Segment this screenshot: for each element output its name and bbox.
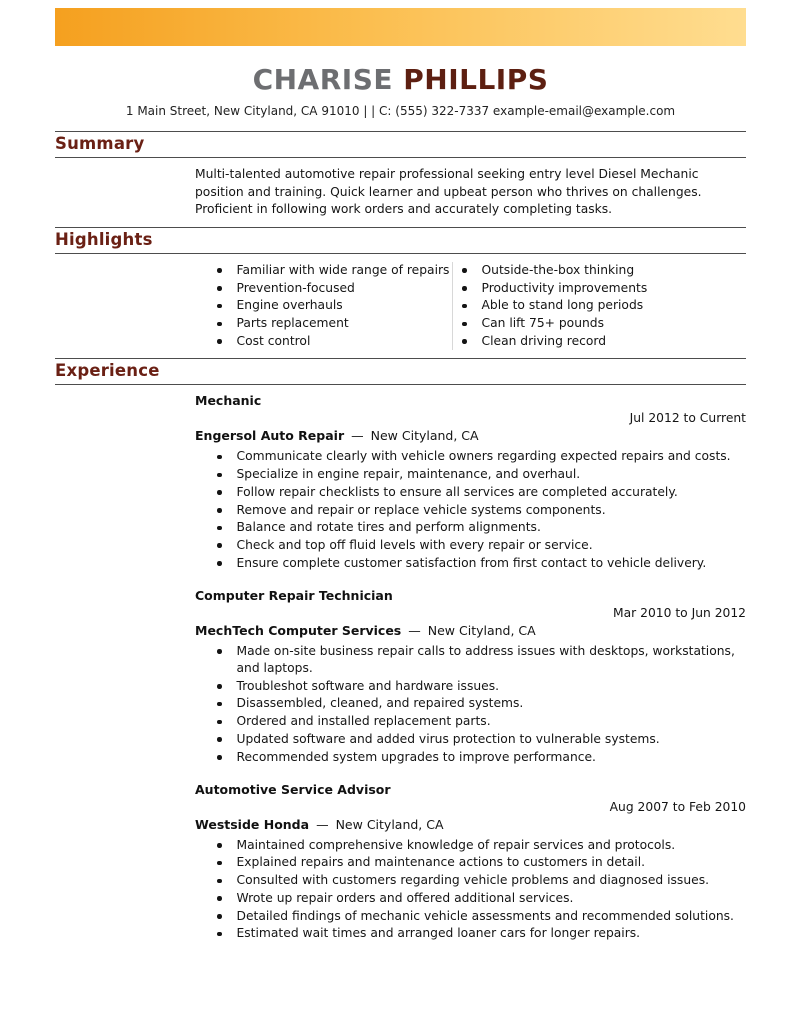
job-employer-line (195, 817, 746, 832)
job-entry-computer-repair-technician (195, 588, 746, 766)
highlight-item (195, 262, 452, 279)
job-duty-item (195, 854, 746, 871)
job-duty-item (195, 643, 746, 677)
bullet-icon (217, 490, 222, 495)
highlight-item (195, 333, 452, 350)
job-duty-text: Check and top off fluid levels with every repair or service. (236, 537, 593, 552)
candidate-first-name: CHARISE (252, 63, 393, 96)
job-duty-item (195, 908, 746, 925)
bullet-icon (217, 561, 222, 566)
bullet-icon (462, 304, 467, 309)
highlight-item (453, 280, 746, 297)
job-employer: Westside Honda (195, 816, 310, 832)
job-duty-item (195, 837, 746, 854)
bullet-icon (217, 843, 222, 848)
highlight-text: Can lift 75+ pounds (481, 316, 604, 331)
highlight-item (453, 315, 746, 332)
job-duty-text: Made on-site business repair calls to address issues with desktops, workstations, and laptops. (236, 643, 735, 676)
bullet-icon (462, 286, 467, 291)
job-duty-text: Follow repair checklists to ensure all services are completed accurately. (236, 484, 678, 499)
highlight-text: Familiar with wide range of repairs (236, 262, 450, 277)
contact-line: 1 Main Street, New Cityland, CA 91010 | | C: (555) 322-7337 example-email@example.com (125, 104, 676, 119)
job-duty-item (195, 555, 746, 572)
job-dates: Mar 2010 to Jun 2012 (613, 605, 746, 620)
bullet-icon (217, 861, 222, 866)
bullet-icon (462, 339, 467, 344)
job-duty-item (195, 484, 746, 501)
highlight-item (195, 280, 452, 297)
bullet-icon (217, 720, 222, 725)
job-duty-text: Troubleshot software and hardware issues. (236, 678, 500, 693)
job-location: New Cityland, CA (427, 622, 536, 638)
bullet-icon (217, 508, 222, 513)
bullet-icon (462, 268, 467, 273)
job-location: New Cityland, CA (335, 816, 444, 832)
bullet-icon (217, 322, 222, 327)
highlight-item (453, 333, 746, 350)
summary-body (55, 158, 746, 219)
highlights-heading: Highlights (55, 227, 746, 254)
bullet-icon (462, 322, 467, 327)
employer-location-separator: — (316, 816, 329, 832)
bullet-icon (217, 879, 222, 884)
section-highlights (55, 227, 746, 351)
employer-location-separator: — (351, 428, 364, 444)
job-duty-list (195, 643, 746, 766)
bullet-icon (217, 649, 222, 654)
bullet-icon (217, 932, 222, 937)
highlight-text: Prevention-focused (236, 280, 355, 295)
highlights-column-left (195, 262, 452, 351)
highlights-body (55, 254, 746, 351)
job-duty-text: Ordered and installed replacement parts. (236, 714, 491, 729)
bullet-icon (217, 526, 222, 531)
highlight-text: Clean driving record (481, 333, 607, 348)
job-duty-list (195, 448, 746, 571)
job-duty-text: Disassembled, cleaned, and repaired systems. (236, 696, 524, 711)
highlight-text: Cost control (236, 333, 311, 348)
bullet-icon (217, 737, 222, 742)
job-duty-item (195, 502, 746, 519)
bullet-icon (217, 473, 222, 478)
bullet-icon (217, 896, 222, 901)
section-experience (55, 358, 746, 942)
job-duty-item (195, 448, 746, 465)
job-title: Computer Repair Technician (195, 587, 393, 603)
job-employer: Engersol Auto Repair (195, 428, 345, 444)
job-duty-text: Remove and repair or replace vehicle systems components. (236, 502, 606, 517)
bullet-icon (217, 286, 222, 291)
highlight-text: Outside-the-box thinking (481, 262, 635, 277)
job-duty-item (195, 713, 746, 730)
job-duty-text: Balance and rotate tires and perform alignments. (236, 520, 541, 535)
job-employer-line (195, 428, 746, 443)
job-duty-item (195, 466, 746, 483)
employer-location-separator: — (408, 622, 421, 638)
highlight-item (453, 297, 746, 314)
candidate-last-name: PHILLIPS (403, 63, 549, 96)
job-employer-line (195, 623, 746, 638)
bullet-icon (217, 914, 222, 919)
highlight-text: Engine overhauls (236, 298, 343, 313)
job-duty-text: Specialize in engine repair, maintenance, and overhaul. (236, 467, 581, 482)
section-summary (55, 131, 746, 219)
job-duty-text: Updated software and added virus protection to vulnerable systems. (236, 731, 660, 746)
header-banner (55, 8, 746, 46)
job-duty-item (195, 537, 746, 554)
job-duty-item (195, 678, 746, 695)
job-duty-text: Detailed findings of mechanic vehicle assessments and recommended solutions. (236, 908, 734, 923)
job-entry-mechanic (195, 393, 746, 571)
highlight-item (195, 315, 452, 332)
highlight-text: Able to stand long periods (481, 298, 644, 313)
bullet-icon (217, 543, 222, 548)
job-dates: Jul 2012 to Current (629, 411, 746, 426)
job-duty-text: Communicate clearly with vehicle owners regarding expected repairs and costs. (236, 449, 731, 464)
job-duty-text: Estimated wait times and arranged loaner cars for longer repairs. (236, 926, 641, 941)
highlights-columns (195, 262, 746, 351)
job-duty-list (195, 837, 746, 943)
job-location: New Cityland, CA (370, 428, 479, 444)
job-duty-item (195, 925, 746, 942)
job-duty-item (195, 731, 746, 748)
resume-header (55, 64, 746, 118)
highlight-item (453, 262, 746, 279)
job-entry-automotive-service-advisor (195, 782, 746, 943)
bullet-icon (217, 684, 222, 689)
job-duty-item (195, 749, 746, 766)
highlight-text: Productivity improvements (481, 280, 648, 295)
experience-body (55, 385, 746, 942)
job-duty-item (195, 695, 746, 712)
job-title: Mechanic (195, 393, 262, 409)
job-duty-text: Recommended system upgrades to improve performance. (236, 749, 596, 764)
job-duty-text: Consulted with customers regarding vehicle problems and diagnosed issues. (236, 873, 710, 888)
summary-text: Multi-talented automotive repair professional seeking entry level Diesel Mechanic position and training. Quick learner and upbeat person who thrives on challenges. Proficient in following work orders and accurately completing tasks. (195, 167, 702, 217)
job-employer: MechTech Computer Services (195, 622, 402, 638)
job-title: Automotive Service Advisor (195, 781, 391, 797)
candidate-name (55, 64, 746, 96)
job-dates: Aug 2007 to Feb 2010 (609, 799, 746, 814)
job-duty-item (195, 890, 746, 907)
highlight-text: Parts replacement (236, 316, 349, 331)
job-duty-item (195, 872, 746, 889)
highlight-item (195, 297, 452, 314)
experience-heading: Experience (55, 358, 746, 385)
job-duty-text: Wrote up repair orders and offered additional services. (236, 890, 574, 905)
bullet-icon (217, 339, 222, 344)
bullet-icon (217, 268, 222, 273)
job-duty-text: Maintained comprehensive knowledge of repair services and protocols. (236, 837, 676, 852)
bullet-icon (217, 455, 222, 460)
job-duty-text: Ensure complete customer satisfaction from first contact to vehicle delivery. (236, 555, 707, 570)
bullet-icon (217, 702, 222, 707)
highlights-column-right (452, 262, 746, 351)
job-duty-text: Explained repairs and maintenance actions to customers in detail. (236, 855, 646, 870)
bullet-icon (217, 755, 222, 760)
bullet-icon (217, 304, 222, 309)
summary-heading: Summary (55, 131, 746, 158)
job-duty-item (195, 519, 746, 536)
